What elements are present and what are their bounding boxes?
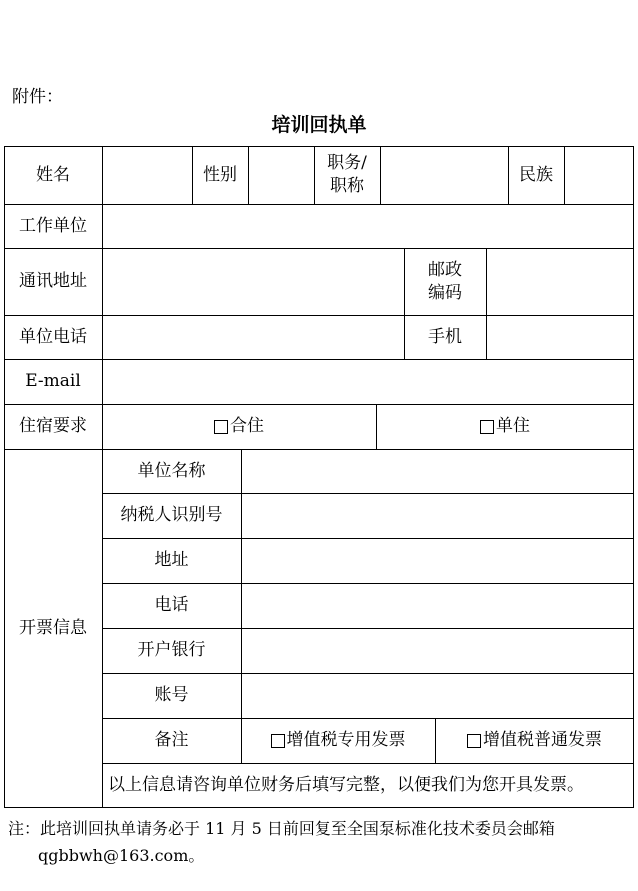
position-label-line2: 职称 xyxy=(329,176,364,196)
gender-field[interactable] xyxy=(248,146,314,204)
address-field[interactable] xyxy=(102,248,404,315)
lodging-single-option[interactable] xyxy=(376,404,634,449)
gender-label: 性别 xyxy=(203,164,237,185)
name-field[interactable] xyxy=(102,146,192,204)
invoice-phone-field[interactable] xyxy=(241,583,634,628)
vat-normal-option[interactable] xyxy=(435,718,634,763)
work-unit-field[interactable] xyxy=(102,204,634,248)
invoice-address-label: 地址 xyxy=(154,550,189,570)
single-room-checkbox[interactable] xyxy=(480,420,494,434)
invoice-bank-label: 开户银行 xyxy=(137,640,206,660)
note-line-2: qgbbwh@163.com。 xyxy=(38,846,205,865)
vat-normal-checkbox[interactable] xyxy=(467,734,481,748)
invoice-account-label: 账号 xyxy=(154,685,189,705)
form-title: 培训回执单 xyxy=(271,114,367,136)
ethnicity-field[interactable] xyxy=(564,146,634,204)
name-label: 姓名 xyxy=(36,164,70,185)
invoice-bank-field[interactable] xyxy=(241,628,634,673)
email-label: E-mail xyxy=(25,371,81,391)
vat-special-option[interactable] xyxy=(241,718,435,763)
unit-phone-field[interactable] xyxy=(102,315,404,359)
invoice-remark-label: 备注 xyxy=(154,730,189,750)
invoice-hint: 以上信息请咨询单位财务后填写完整，以便我们为您开具发票。 xyxy=(108,774,584,795)
ethnicity-label: 民族 xyxy=(519,164,553,185)
work-unit-label: 工作单位 xyxy=(19,215,87,236)
position-title-label xyxy=(314,146,380,204)
mobile-field[interactable] xyxy=(486,315,634,359)
postcode-label-line1: 邮政 xyxy=(428,259,462,280)
invoice-account-field[interactable] xyxy=(241,673,634,718)
attachment-label: 附件： xyxy=(12,87,63,107)
position-title-field[interactable] xyxy=(380,146,508,204)
unit-phone-label: 单位电话 xyxy=(19,326,87,347)
shared-room-checkbox[interactable] xyxy=(214,420,228,434)
vat-normal-text: 增值税普通发票 xyxy=(483,730,602,750)
position-label-line1: 职务/ xyxy=(327,153,367,173)
note-line-1: 注：此培训回执单请务必于 11 月 5 日前回复至全国泵标准化技术委员会邮箱 xyxy=(8,819,555,838)
footer-note xyxy=(8,815,633,869)
vat-special-checkbox[interactable] xyxy=(271,734,285,748)
address-label: 通讯地址 xyxy=(19,271,87,291)
invoice-phone-label: 电话 xyxy=(154,595,189,615)
postcode-label-line2: 编码 xyxy=(428,282,462,303)
lodging-label: 住宿要求 xyxy=(19,416,87,436)
email-field[interactable] xyxy=(102,359,634,404)
shared-room-text: 合住 xyxy=(230,416,264,436)
invoice-tax-id-label: 纳税人识别号 xyxy=(120,505,223,525)
invoice-unit-name-field[interactable] xyxy=(241,449,634,493)
postcode-label xyxy=(404,248,486,315)
single-room-text: 单住 xyxy=(496,416,530,436)
postcode-field[interactable] xyxy=(486,248,634,315)
invoice-unit-name-label: 单位名称 xyxy=(137,460,206,481)
invoice-address-field[interactable] xyxy=(241,538,634,583)
vat-special-text: 增值税专用发票 xyxy=(286,730,406,750)
lodging-shared-option[interactable] xyxy=(102,404,376,449)
invoice-tax-id-field[interactable] xyxy=(241,493,634,538)
invoice-info-label: 开票信息 xyxy=(19,618,87,638)
mobile-label: 手机 xyxy=(428,326,462,347)
receipt-form-table xyxy=(4,146,634,808)
